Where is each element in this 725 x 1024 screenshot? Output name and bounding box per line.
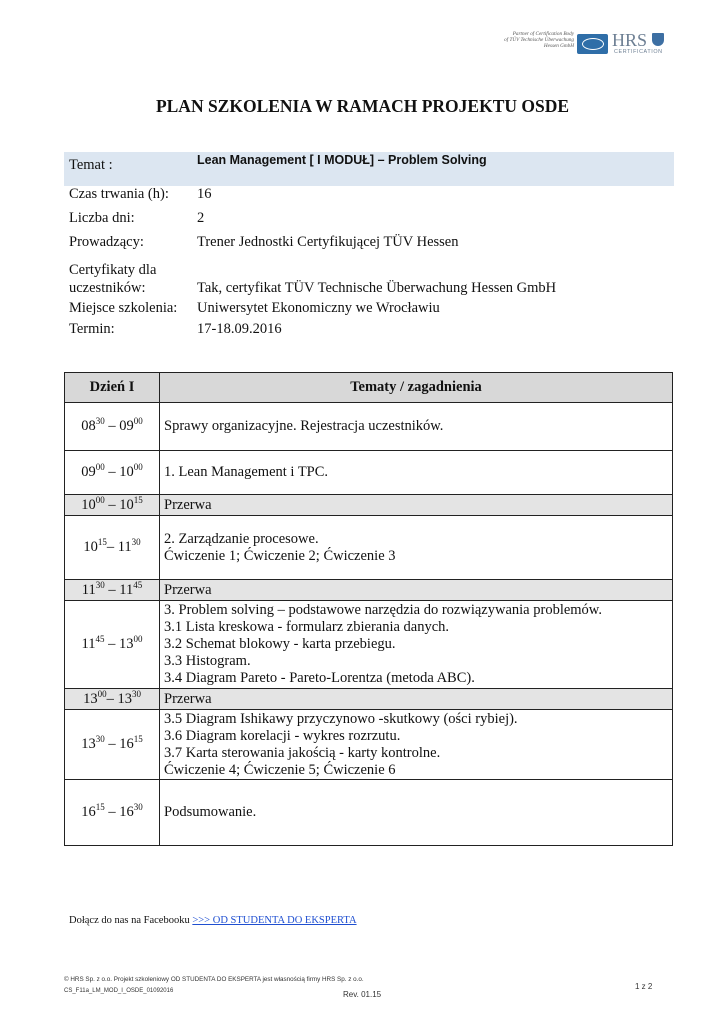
topic-line: 3.4 Diagram Pareto - Pareto-Lorentza (metoda ABC). (164, 670, 475, 686)
topic-cell (160, 580, 673, 601)
time-separator: – (104, 464, 120, 480)
time-cell (65, 580, 160, 601)
start-minute: 00 (95, 494, 105, 505)
page-number: 1 z 2 (635, 982, 653, 991)
time-separator: – (104, 736, 120, 752)
header-day: Dzień I (65, 373, 160, 403)
topic-line: 3. Problem solving – podstawowe narzędzia do rozwiązywania problemów. (164, 602, 602, 618)
topic-line: 3.3 Histogram. (164, 653, 251, 669)
location-label: Miejsce szkolenia: (69, 300, 178, 316)
table-row (65, 780, 673, 846)
trainer-value: Trener Jednostki Certyfikującej TÜV Hessen (197, 234, 459, 250)
partner-line: Hessen GmbH (543, 43, 574, 50)
end-minute: 30 (133, 802, 143, 812)
hrs-logo (612, 31, 668, 55)
topic-line: Przerwa (164, 581, 212, 598)
partner-line: Partner of Certification Body (512, 31, 574, 37)
schedule-table (64, 372, 673, 846)
start-hour: 10 (83, 539, 98, 555)
topic-line: 3.2 Schemat blokowy - karta przebiegu. (164, 636, 396, 652)
start-minute: 15 (95, 802, 105, 812)
topic-line: 3.7 Karta sterowania jakością - karty kontrolne. (164, 744, 441, 761)
table-row (65, 580, 673, 601)
topic-cell (160, 451, 673, 495)
topic-line: 3.1 Lista kreskowa - formularz zbierania danych. (164, 619, 450, 635)
time-separator: – (104, 804, 120, 820)
start-hour: 09 (81, 464, 96, 480)
topic-value: Lean Management [ I MODUŁ] – Problem Solving (197, 153, 487, 167)
topic-line: Ćwiczenie 4; Ćwiczenie 5; Ćwiczenie 6 (164, 761, 396, 778)
certificate-label-line2: uczestników: (69, 280, 146, 296)
topic-cell (160, 516, 673, 580)
end-hour: 10 (119, 464, 134, 480)
start-minute: 00 (97, 688, 107, 699)
topic-cell (160, 710, 673, 780)
topic-line: 2. Zarządzanie procesowe. (164, 530, 319, 547)
start-minute: 30 (95, 416, 105, 426)
table-row (65, 403, 673, 451)
end-minute: 15 (133, 494, 143, 505)
end-hour: 09 (119, 418, 134, 434)
page-title: PLAN SZKOLENIA W RAMACH PROJEKTU OSDE (155, 96, 570, 116)
start-hour: 13 (83, 690, 98, 707)
date-label: Termin: (69, 321, 115, 337)
time-separator: – (106, 690, 118, 707)
end-minute: 30 (131, 537, 141, 547)
start-hour: 11 (81, 636, 96, 652)
topic-cell (160, 689, 673, 710)
table-row (65, 495, 673, 516)
end-minute: 00 (133, 416, 143, 426)
end-minute: 45 (133, 579, 143, 590)
partner-statement (462, 31, 574, 50)
trainer-label: Prowadzący: (69, 234, 144, 250)
time-separator: – (104, 418, 120, 434)
copyright-note: © HRS Sp. z o.o. Projekt szkoleniowy OD STUDENTA DO EKSPERTA jest własnością firmy HRS Sp. z o.o. (64, 976, 364, 983)
time-cell (65, 780, 160, 846)
certificate-label-line1: Certyfikaty dla (69, 262, 157, 278)
time-cell (65, 710, 160, 780)
end-hour: 13 (118, 636, 134, 652)
end-minute: 15 (133, 734, 143, 744)
hrs-logo-text: HRS (612, 30, 648, 50)
time-cell (65, 601, 160, 689)
start-hour: 16 (81, 804, 96, 820)
document-id: CS_F11a_LM_MOD_I_OSDE_01092016 (64, 988, 174, 994)
shield-icon (652, 33, 664, 46)
topic-line: Ćwiczenie 1; Ćwiczenie 2; Ćwiczenie 3 (164, 547, 396, 564)
start-hour: 11 (81, 581, 96, 598)
time-separator: – (106, 539, 118, 555)
start-hour: 13 (81, 736, 96, 752)
time-cell (65, 403, 160, 451)
start-minute: 00 (95, 462, 105, 472)
partner-line: of TÜV Technische Überwachung (504, 37, 574, 44)
topic-line: Podsumowanie. (164, 804, 257, 820)
table-row (65, 689, 673, 710)
time-cell (65, 451, 160, 495)
end-hour: 10 (119, 496, 134, 513)
topic-line: Sprawy organizacyjne. Rejestracja uczestników. (164, 418, 444, 434)
topic-cell (160, 495, 673, 516)
time-separator: – (104, 581, 120, 598)
end-hour: 13 (117, 690, 132, 707)
topic-cell (160, 780, 673, 846)
topic-line: 3.5 Diagram Ishikawy przyczynowo -skutkowy (ości rybiej). (164, 710, 518, 727)
time-cell (65, 495, 160, 516)
start-hour: 10 (81, 496, 96, 513)
time-cell (65, 516, 160, 580)
start-minute: 15 (97, 537, 107, 547)
time-separator: – (104, 496, 120, 513)
facebook-line (69, 915, 357, 926)
time-separator: – (104, 636, 119, 652)
end-hour: 16 (119, 736, 134, 752)
end-hour: 11 (119, 581, 134, 598)
end-minute: 00 (133, 462, 143, 472)
hrs-logo-subtitle: CERTIFICATION (614, 49, 663, 55)
days-value: 2 (197, 210, 205, 226)
time-cell (65, 689, 160, 710)
table-row (65, 601, 673, 689)
facebook-link[interactable]: >>> OD STUDENTA DO EKSPERTA (192, 915, 357, 926)
table-row (65, 516, 673, 580)
start-minute: 45 (95, 634, 105, 644)
topic-cell (160, 601, 673, 689)
duration-label: Czas trwania (h): (69, 186, 169, 202)
start-hour: 08 (81, 418, 96, 434)
location-value: Uniwersytet Ekonomiczny we Wrocławiu (197, 300, 440, 316)
end-minute: 00 (133, 634, 143, 644)
end-hour: 16 (119, 804, 134, 820)
end-minute: 30 (131, 688, 141, 699)
topic-line: Przerwa (164, 690, 212, 707)
topic-line: 3.6 Diagram korelacji - wykres rozrzutu. (164, 727, 401, 744)
certificate-value: Tak, certyfikat TÜV Technische Überwachung Hessen GmbH (197, 280, 557, 296)
header-topics: Tematy / zagadnienia (160, 373, 673, 403)
facebook-text: Dołącz do nas na Facebooku (69, 915, 193, 926)
topic-line: Przerwa (164, 496, 212, 513)
date-value: 17-18.09.2016 (197, 321, 282, 337)
revision: Rev. 01.15 (343, 990, 382, 999)
duration-value: 16 (197, 186, 212, 202)
days-label: Liczba dni: (69, 210, 135, 226)
topic-line: 1. Lean Management i TPC. (164, 464, 329, 480)
table-row (65, 710, 673, 780)
topic-label: Temat : (69, 157, 113, 173)
end-hour: 11 (117, 539, 132, 555)
table-row (65, 451, 673, 495)
tuv-logo (577, 34, 608, 54)
table-header-row (65, 373, 673, 403)
start-minute: 30 (95, 734, 105, 744)
start-minute: 30 (95, 579, 105, 590)
topic-cell (160, 403, 673, 451)
